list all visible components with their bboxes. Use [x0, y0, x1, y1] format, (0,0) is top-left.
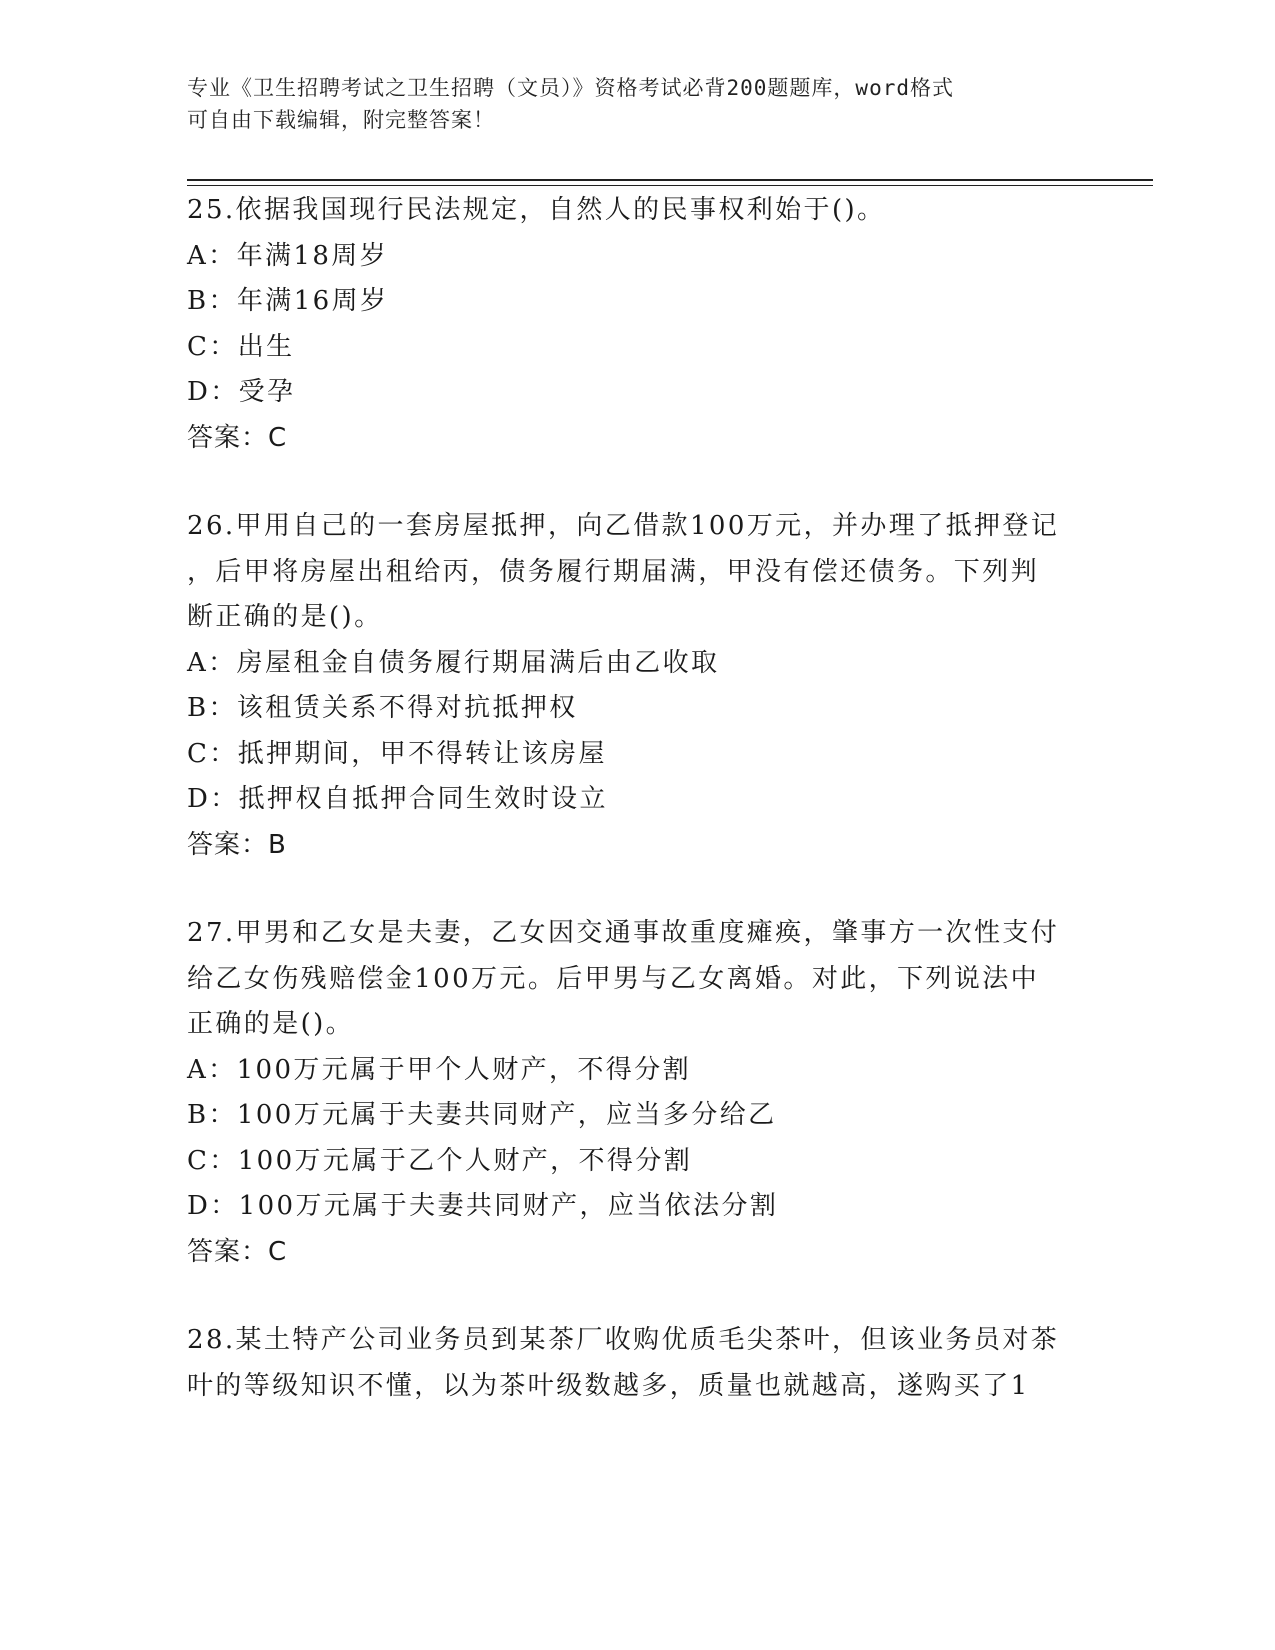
question-stem: 断正确的是()。 [187, 602, 383, 632]
question-stem: 25.依据我国现行民法规定，自然人的民事权利始于()。 [187, 195, 886, 225]
answer-line: 答案：C [187, 1236, 288, 1267]
option-a: A：房屋租金自债务履行期届满后由乙收取 [187, 647, 720, 678]
header-divider-thin [187, 185, 1153, 186]
header-divider-thick [187, 179, 1153, 181]
option-c: C：出生 [187, 331, 295, 362]
option-a: A：年满18周岁 [187, 240, 389, 271]
question-stem: 27.甲男和乙女是夫妻，乙女因交通事故重度瘫痪，肇事方一次性支付 [187, 918, 1060, 948]
header-line: 专业《卫生招聘考试之卫生招聘（文员）》资格考试必背200题题库，word格式 [187, 76, 954, 100]
answer-line: 答案：C [187, 422, 288, 453]
option-a: A：100万元属于甲个人财产，不得分割 [187, 1054, 692, 1085]
question-25 [187, 188, 1087, 461]
question-28 [187, 1318, 1087, 1409]
option-b: B：年满16周岁 [187, 286, 389, 316]
question-stem: 叶的等级知识不懂，以为茶叶级数越多，质量也就越高，遂购买了1 [187, 1370, 1030, 1401]
header-line: 可自由下载编辑，附完整答案！ [187, 108, 495, 132]
question-27 [187, 911, 1087, 1275]
question-stem: 给乙女伤残赔偿金100万元。后甲男与乙女离婚。对此，下列说法中 [187, 963, 1040, 994]
option-d: D：受孕 [187, 377, 296, 407]
option-c: C：抵押期间，甲不得转让该房屋 [187, 738, 607, 769]
option-d: D：抵押权自抵押合同生效时设立 [187, 784, 608, 814]
option-c: C：100万元属于乙个人财产，不得分割 [187, 1145, 693, 1176]
question-stem: 28.某土特产公司业务员到某茶厂收购优质毛尖茶叶，但该业务员对茶 [187, 1325, 1060, 1355]
question-26 [187, 504, 1087, 868]
answer-line: 答案：B [187, 829, 287, 860]
option-d: D：100万元属于夫妻共同财产，应当依法分割 [187, 1191, 779, 1221]
question-stem: 正确的是()。 [187, 1009, 355, 1039]
option-b: B：100万元属于夫妻共同财产，应当多分给乙 [187, 1100, 777, 1130]
question-list [187, 188, 1087, 1452]
question-stem: ，后甲将房屋出租给丙，债务履行期届满，甲没有偿还债务。下列判 [187, 556, 1040, 587]
document-header [187, 72, 1067, 136]
question-stem: 26.甲用自己的一套房屋抵押，向乙借款100万元，并办理了抵押登记 [187, 511, 1060, 541]
option-b: B：该租赁关系不得对抗抵押权 [187, 693, 578, 723]
